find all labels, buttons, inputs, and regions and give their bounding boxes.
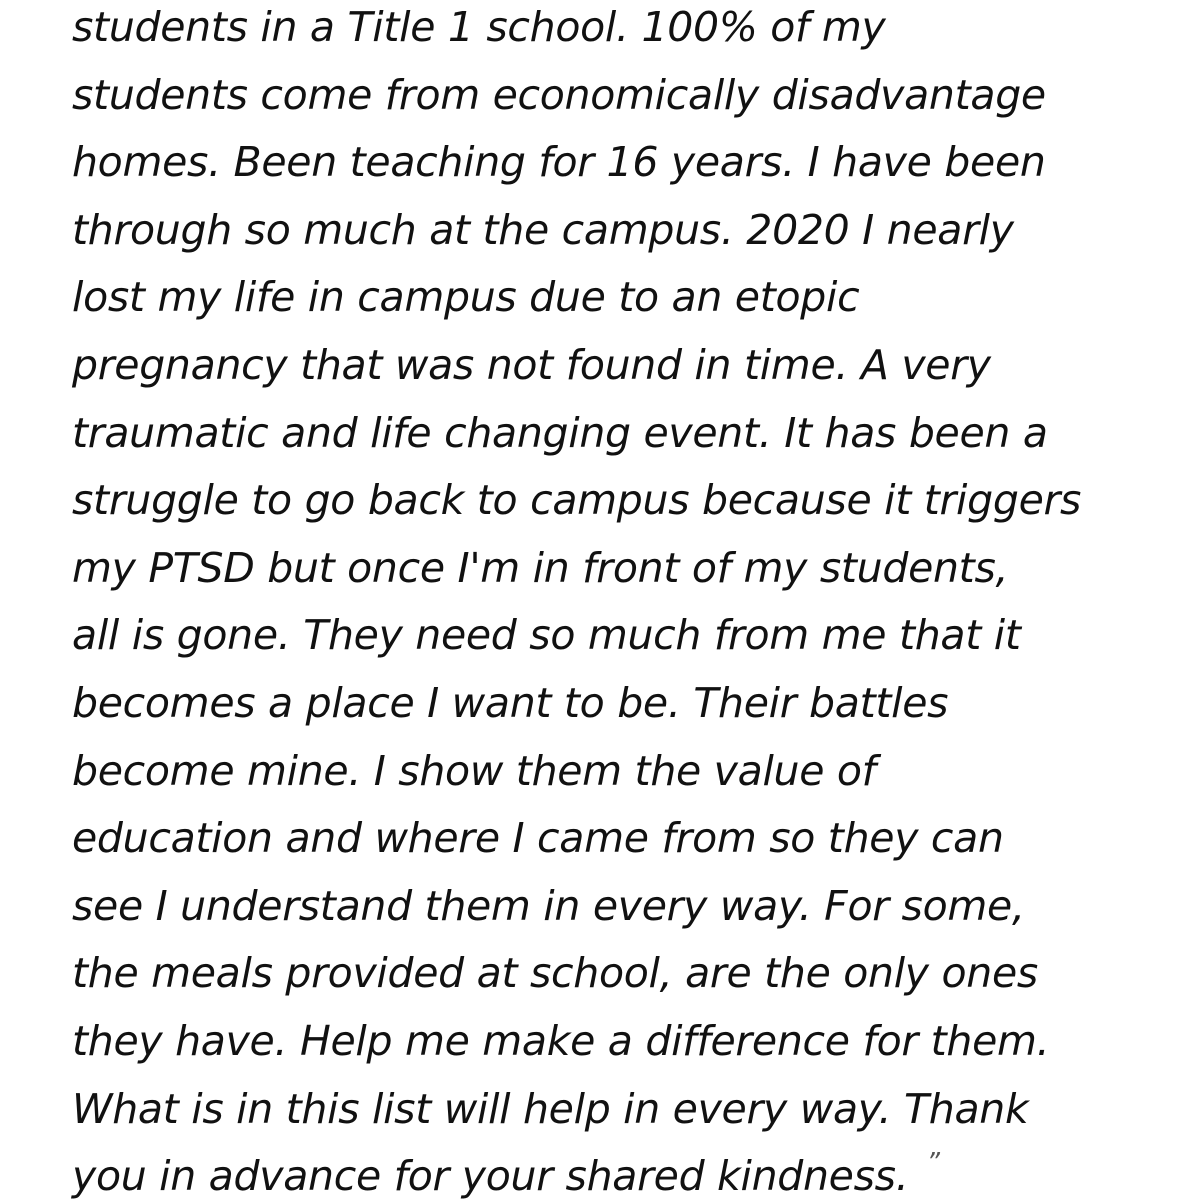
review-text-line: through so much at the campus. 2020 I nearly	[72, 205, 1014, 254]
review-text-line: students in a Title 1 school. 100% of my	[72, 3, 886, 51]
review-text-line: struggle to go back to campus because it triggers	[72, 476, 1082, 525]
review-text-line: homes. Been teaching for 16 years. I have been	[72, 138, 1046, 187]
review-text-line: the meals provided at school, are the only ones	[72, 949, 1038, 998]
review-text-line: they have. Help me make a difference for them.	[72, 1016, 1050, 1065]
closing-quote-mark: ”	[926, 1148, 940, 1179]
review-text-line: my PTSD but once I'm in front of my students,	[72, 543, 1009, 592]
review-text-line: become mine. I show them the value of	[72, 746, 876, 795]
review-text-line-last	[72, 1143, 1182, 1200]
review-text-line: all is gone. They need so much from me that it	[72, 611, 1021, 660]
review-text-line: What is in this list will help in every way. Thank	[72, 1084, 1029, 1133]
review-text-line: becomes a place I want to be. Their battles	[72, 678, 949, 727]
review-text-line: traumatic and life changing event. It has been a	[72, 408, 1048, 457]
review-text-line-content: you in advance for your shared kindness.	[72, 1152, 909, 1200]
review-text-line: lost my life in campus due to an etopic	[72, 273, 860, 322]
review-text-line: students come from economically disadvantage	[72, 70, 1046, 119]
review-text-line: see I understand them in every way. For some,	[72, 881, 1025, 930]
review-text-line: pregnancy that was not found in time. A very	[72, 340, 991, 389]
review-text-line: education and where I came from so they can	[72, 814, 1004, 863]
review-quote-text	[72, 0, 1182, 1200]
